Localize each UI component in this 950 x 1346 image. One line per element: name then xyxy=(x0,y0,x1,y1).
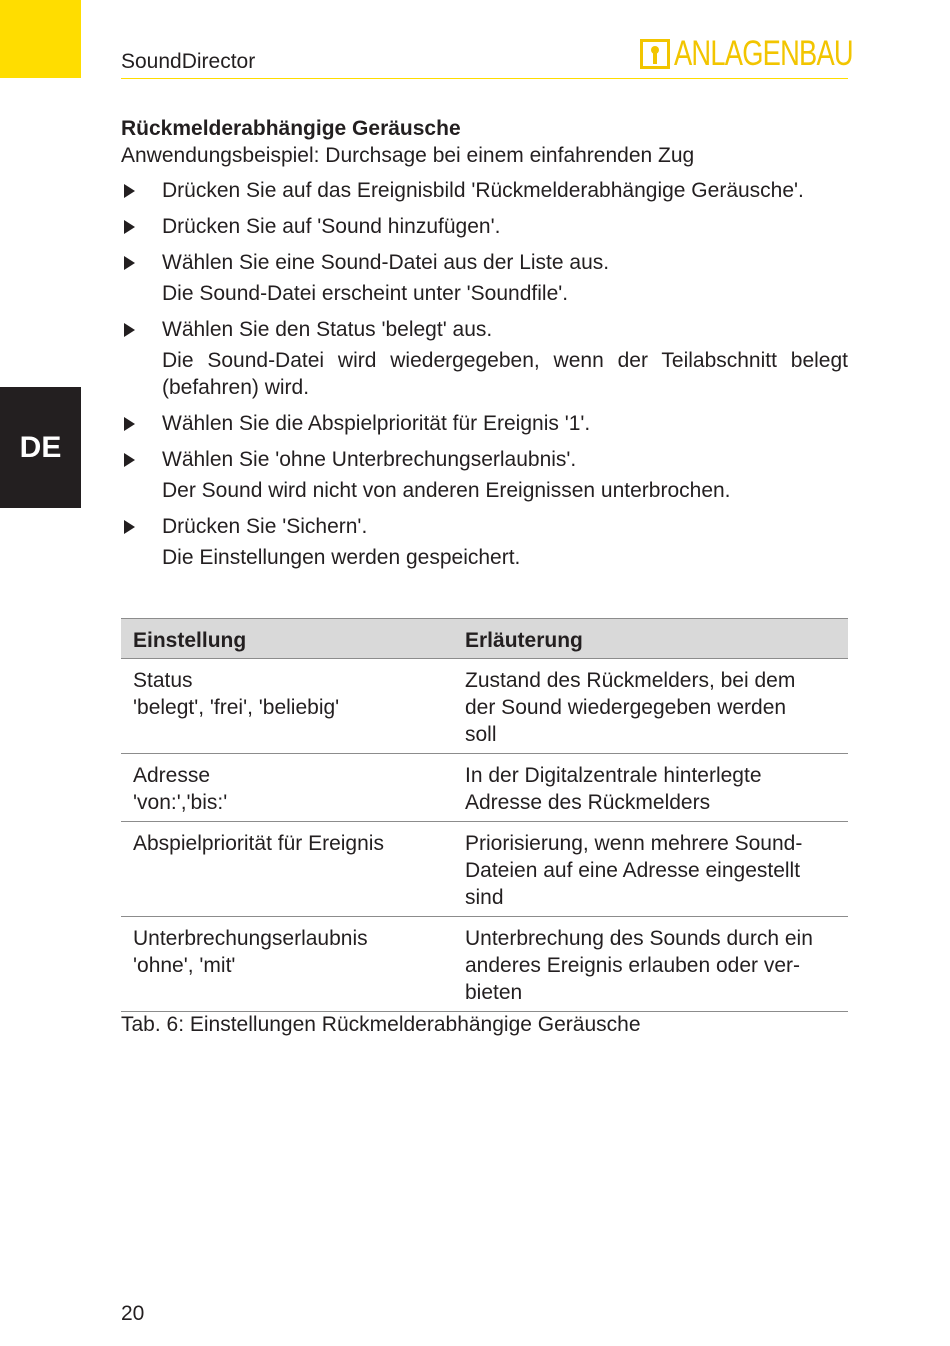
header-divider xyxy=(121,78,848,79)
cell-explanation xyxy=(453,659,848,754)
cell-line: sind xyxy=(465,886,504,909)
cell-line: Zustand des Rückmelders, bei dem xyxy=(465,669,796,692)
instruction-steps xyxy=(121,177,848,571)
step-text: Wählen Sie den Status 'belegt' aus. xyxy=(162,318,493,341)
table-row xyxy=(121,917,848,1012)
cell-setting xyxy=(121,659,453,754)
cell-explanation xyxy=(453,917,848,1012)
triangle-right-icon xyxy=(124,520,135,534)
cell-line: 'von:','bis:' xyxy=(133,791,228,814)
step-result: Die Einstellungen werden gespeichert. xyxy=(162,546,521,569)
cell-line: Adresse des Rückmelders xyxy=(465,791,711,814)
table-row xyxy=(121,659,848,754)
step-text: Drücken Sie 'Sichern'. xyxy=(162,515,368,538)
cell-setting xyxy=(121,754,453,822)
cell-line: anderes Ereignis erlauben oder ver- xyxy=(465,954,801,977)
step-item xyxy=(121,177,848,204)
corner-color-tab xyxy=(0,0,81,78)
table-row xyxy=(121,754,848,822)
triangle-right-icon xyxy=(124,220,135,234)
triangle-right-icon xyxy=(124,256,135,270)
step-item xyxy=(121,249,848,307)
triangle-right-icon xyxy=(124,323,135,337)
step-item xyxy=(121,316,848,401)
table-row xyxy=(121,822,848,917)
cell-line: soll xyxy=(465,723,497,746)
cell-setting xyxy=(121,822,453,917)
triangle-right-icon xyxy=(124,453,135,467)
step-text: Wählen Sie 'ohne Unterbrechungserlaubnis'. xyxy=(162,448,577,471)
section-title: Rückmelderabhängige Geräusche xyxy=(121,117,461,140)
cell-line: 'ohne', 'mit' xyxy=(133,954,236,977)
cell-line: Priorisierung, wenn mehrere Sound- xyxy=(465,832,803,855)
page-number: 20 xyxy=(121,1302,145,1325)
cell-line: Dateien auf eine Adresse eingestellt xyxy=(465,859,801,882)
brand-logo xyxy=(640,36,903,72)
step-text: Drücken Sie auf das Ereignisbild 'Rückmelderabhängige Geräusche'. xyxy=(162,179,804,202)
step-result: Die Sound-Datei erscheint unter 'Soundfile'. xyxy=(162,282,569,305)
step-text: Drücken Sie auf 'Sound hinzufügen'. xyxy=(162,215,501,238)
section-subtitle: Anwendungsbeispiel: Durchsage bei einem einfahrenden Zug xyxy=(121,144,695,167)
language-tab: DE xyxy=(0,387,81,508)
step-item xyxy=(121,446,848,504)
step-text: Wählen Sie eine Sound-Datei aus der Liste aus. xyxy=(162,251,610,274)
step-item xyxy=(121,513,848,571)
main-content xyxy=(121,115,848,580)
table-header-row xyxy=(121,619,848,659)
cell-line: Status xyxy=(133,669,193,692)
step-item xyxy=(121,410,848,437)
step-item xyxy=(121,213,848,240)
settings-table xyxy=(121,618,848,1012)
step-result: Die Sound-Datei wird wiedergegeben, wenn der Teilabschnitt belegt (befahren) wird. xyxy=(162,349,848,399)
cell-line: Adresse xyxy=(133,764,211,787)
lightbulb-logo-icon xyxy=(640,39,670,69)
table-caption: Tab. 6: Einstellungen Rückmelderabhängige Geräusche xyxy=(121,1013,641,1036)
triangle-right-icon xyxy=(124,417,135,431)
cell-line: Abspielpriorität für Ereignis xyxy=(133,832,384,855)
running-header: SoundDirector xyxy=(121,50,256,73)
cell-line: Unterbrechung des Sounds durch ein xyxy=(465,927,813,950)
cell-line: bieten xyxy=(465,981,523,1004)
step-result: Der Sound wird nicht von anderen Ereignissen unterbrochen. xyxy=(162,479,731,502)
cell-explanation xyxy=(453,754,848,822)
column-header-explanation: Erläuterung xyxy=(453,619,848,659)
triangle-right-icon xyxy=(124,184,135,198)
cell-setting xyxy=(121,917,453,1012)
logo-text: ANLAGENBAU xyxy=(674,34,853,73)
step-text: Wählen Sie die Abspielpriorität für Ereignis '1'. xyxy=(162,412,591,435)
cell-line: der Sound wiedergegeben werden xyxy=(465,696,787,719)
cell-line: 'belegt', 'frei', 'beliebig' xyxy=(133,696,340,719)
cell-explanation xyxy=(453,822,848,917)
column-header-setting: Einstellung xyxy=(121,619,453,659)
cell-line: Unterbrechungserlaubnis xyxy=(133,927,368,950)
cell-line: In der Digitalzentrale hinterlegte xyxy=(465,764,762,787)
